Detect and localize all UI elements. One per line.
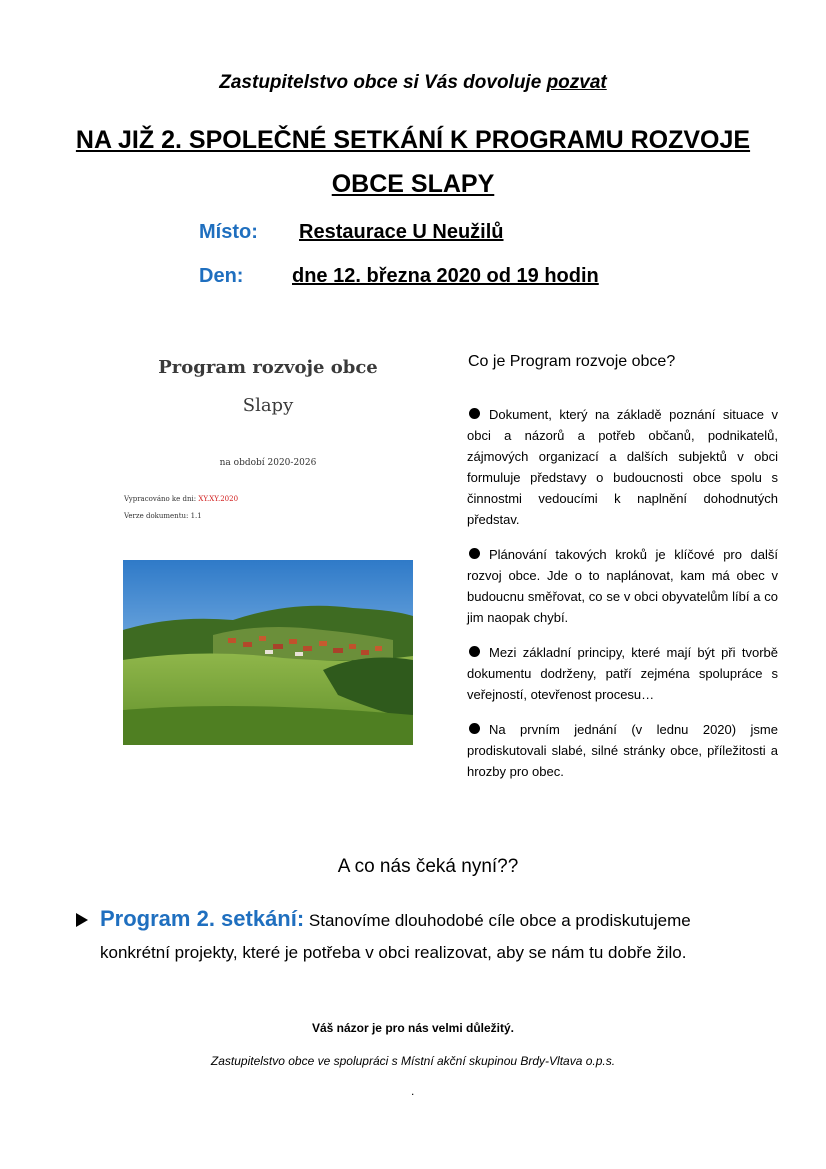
bullet-text: Na prvním jednání (v lednu 2020) jsme prodiskutovali slabé, silné stránky obce, příležitosti a hrozby pro obec. <box>467 722 778 779</box>
bullet-icon <box>469 646 480 657</box>
brochure-title: Program rozvoje obce <box>158 357 378 378</box>
invitation-line <box>0 72 826 94</box>
brochure-prepared <box>124 495 238 503</box>
title-line-2: OBCE SLAPY <box>331 170 495 198</box>
bullet-icon <box>469 723 480 734</box>
info-bullet-list <box>467 404 778 796</box>
brochure-version: Verze dokumentu: 1.1 <box>124 512 202 520</box>
info-heading: Co je Program rozvoje obce? <box>468 353 676 370</box>
list-item <box>467 642 778 705</box>
bullet-text: Plánování takových kroků je klíčové pro další rozvoj obce. Jde o to naplánovat, kam má obec v budoucnu směřovat, co se v obci obyvatelům líbí a co jim naopak chybí. <box>467 547 778 625</box>
footer-period: . <box>411 1084 415 1098</box>
landscape-photo <box>123 560 413 745</box>
triangle-bullet-icon <box>76 913 88 927</box>
list-item <box>467 404 778 530</box>
program-text-1: Stanovíme dlouhodobé cíle obce a prodiskutujeme <box>304 911 691 930</box>
brochure-subtitle: Slapy <box>242 395 294 416</box>
invitation-text: Zastupitelstvo obce si Vás dovoluje <box>219 72 547 93</box>
bullet-text: Mezi základní principy, které mají být při tvorbě dokumentu dodrženy, patří zejména spolupráce s veřejností, otevřenost procesu… <box>467 645 778 702</box>
program-paragraph <box>76 903 778 969</box>
place-value: Restaurace U Neužilů <box>299 221 504 243</box>
place-label: Místo: <box>199 221 258 243</box>
title-line-1: NA JIŽ 2. SPOLEČNÉ SETKÁNÍ K PROGRAMU ROZVOJE <box>75 126 751 154</box>
brochure-prepared-date: XY.XY.2020 <box>198 495 239 503</box>
foreground-grass <box>123 706 413 745</box>
bullet-icon <box>469 548 480 559</box>
bullet-icon <box>469 408 480 419</box>
brochure-period: na období 2020-2026 <box>219 458 317 468</box>
program-line-1 <box>76 903 778 937</box>
page-title <box>60 118 766 206</box>
day-label: Den: <box>199 265 244 287</box>
brochure-prepared-label: Vypracováno ke dni: <box>124 495 199 503</box>
invitation-emphasis: pozvat <box>546 72 607 93</box>
list-item <box>467 719 778 782</box>
footer-signature: Zastupitelstvo obce ve spolupráci s Místní akční skupinou Brdy-Vltava o.p.s. <box>210 1054 616 1068</box>
bullet-text: Dokument, který na základě poznání situace v obci a názorů a potřeb občanů, podnikatelů, zájmových organizací a dalších subjektů v obci formuluje představy o budoucnosti obce spolu s činnostmi vedoucími k naplnění dohodnutých představ. <box>467 407 778 527</box>
program-text-2: konkrétní projekty, které je potřeba v obci realizovat, aby se nám tu dobře žilo. <box>100 943 687 962</box>
day-value: dne 12. března 2020 od 19 hodin <box>292 265 599 287</box>
opinion-note: Váš názor je pro nás velmi důležitý. <box>311 1021 515 1035</box>
list-item <box>467 544 778 628</box>
next-question: A co nás čeká nyní?? <box>337 856 519 877</box>
brochure-cover <box>120 345 416 750</box>
program-heading: Program 2. setkání: <box>100 906 305 931</box>
